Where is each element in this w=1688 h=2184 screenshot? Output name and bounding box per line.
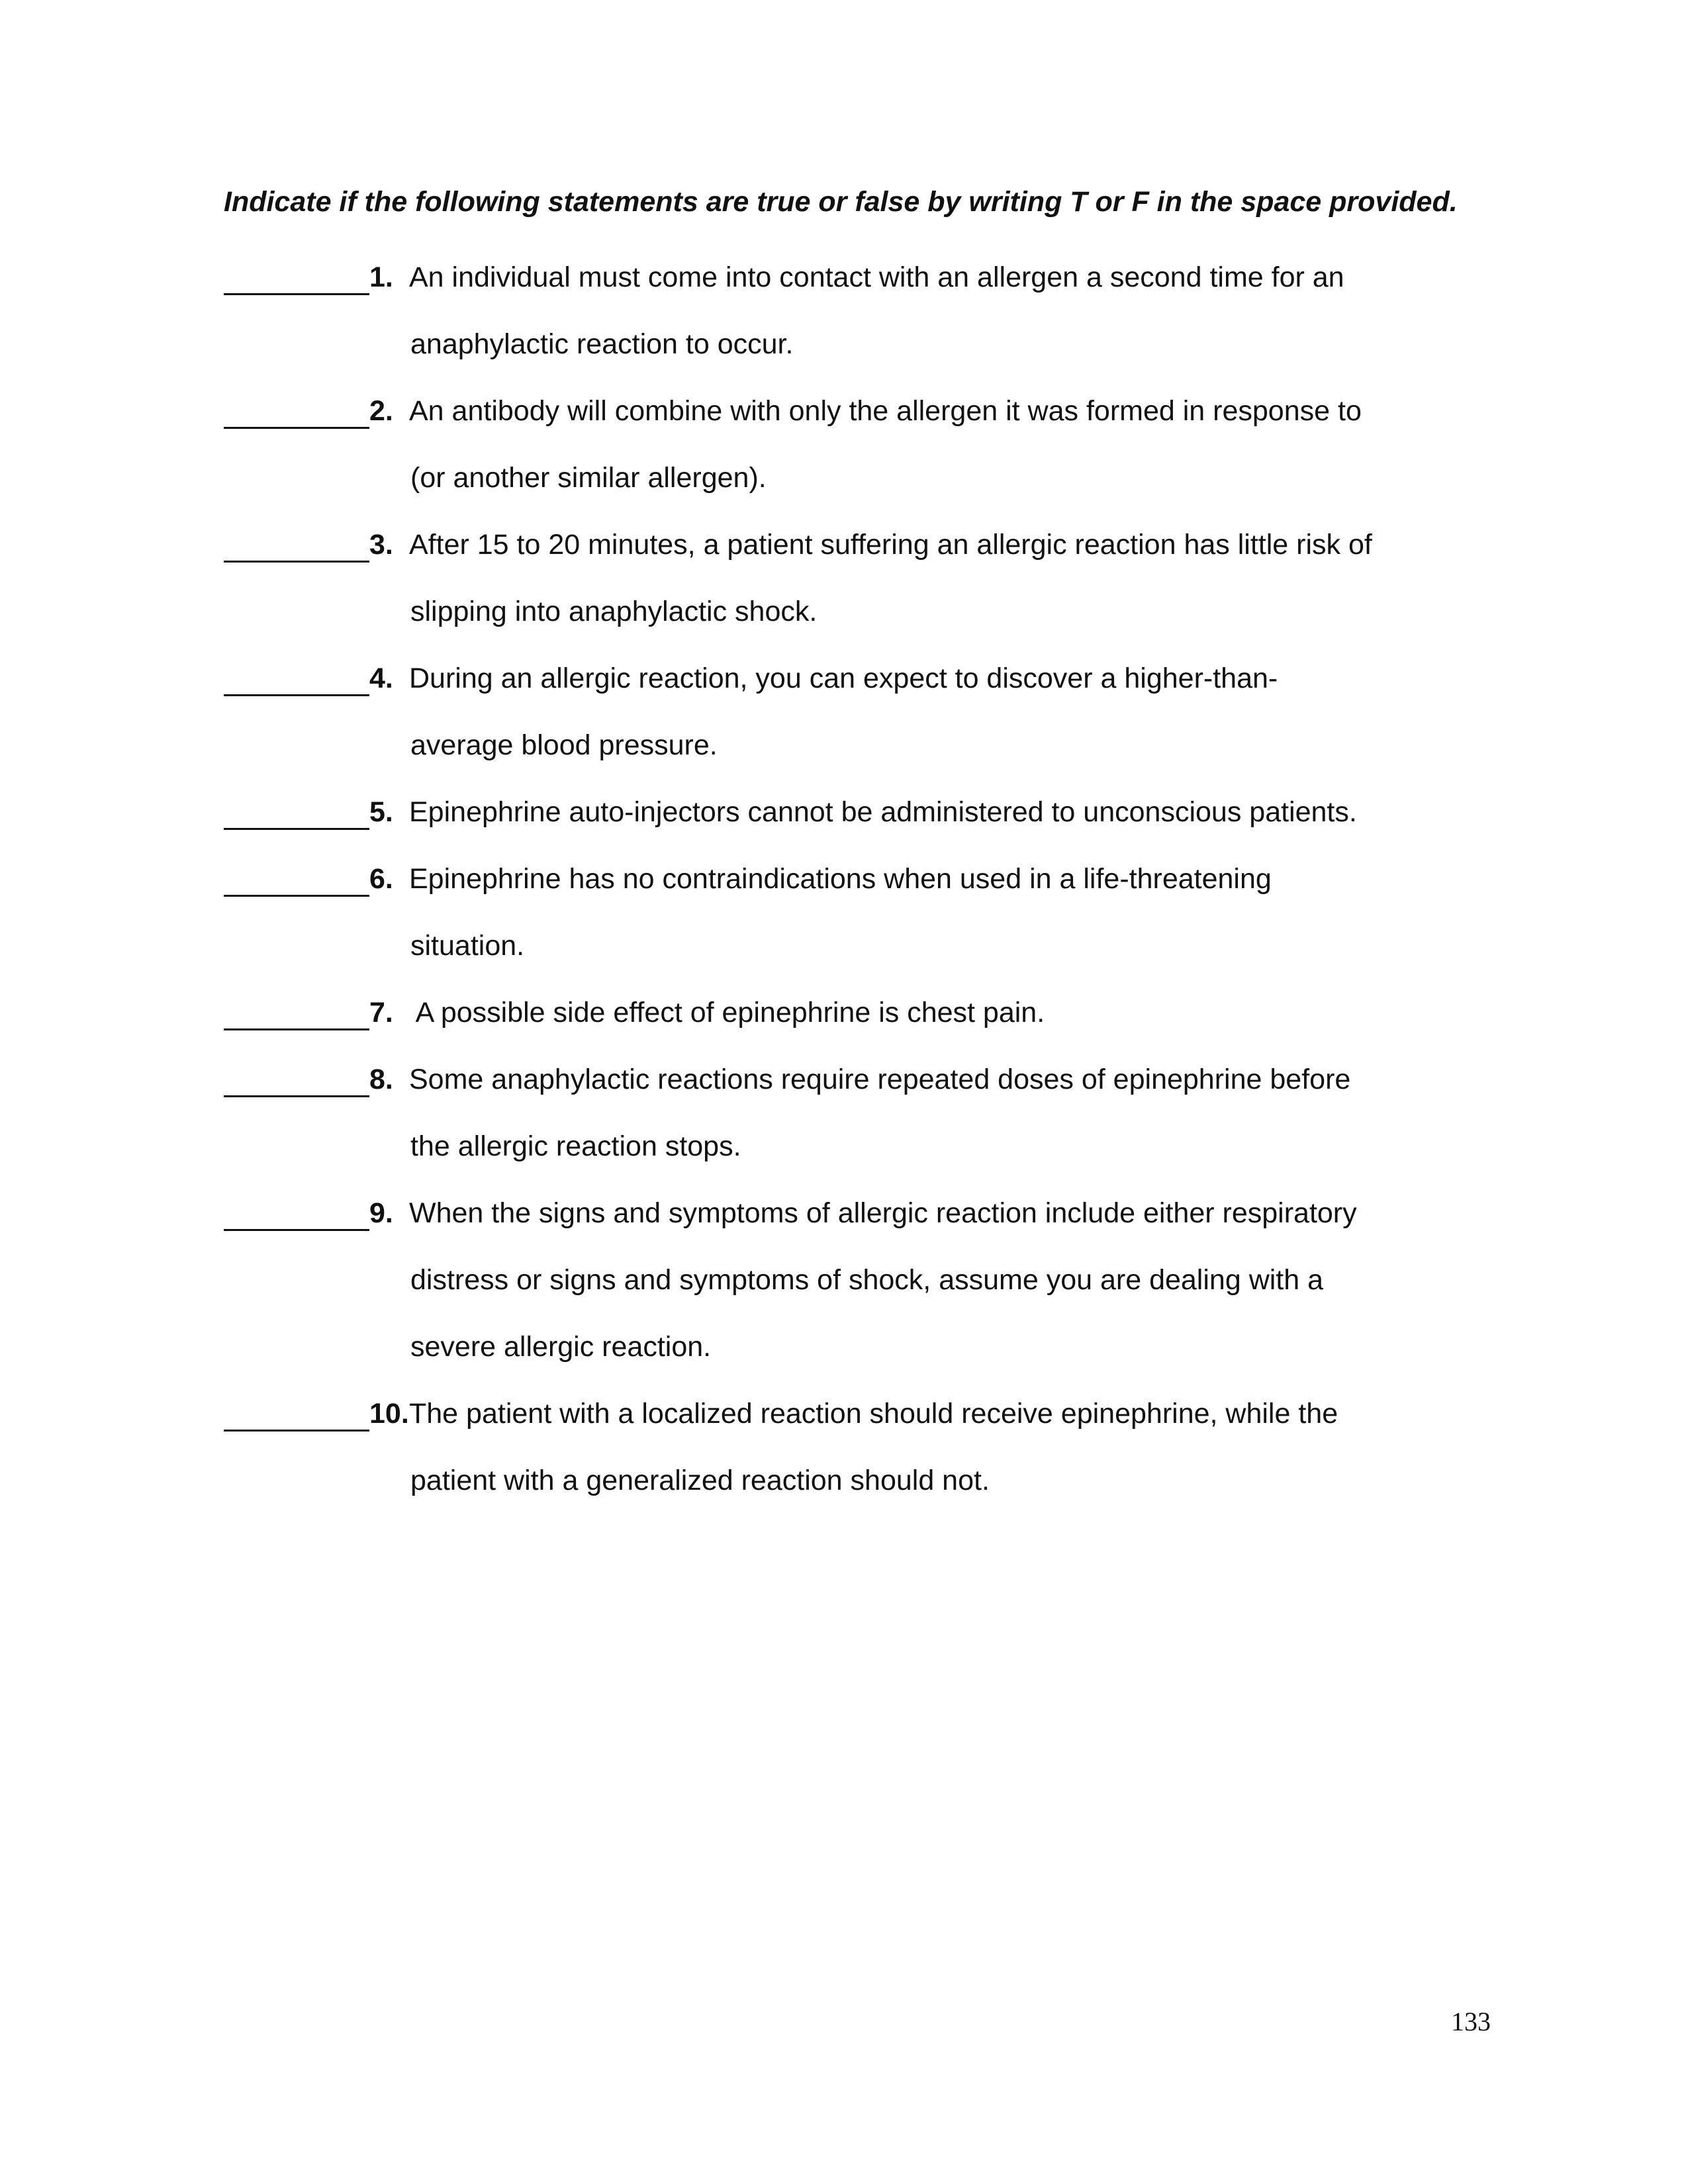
answer-blank-2[interactable] [224, 378, 369, 445]
answer-blank-9[interactable] [224, 1180, 369, 1247]
question-text: The patient with a localized reaction should receive epinephrine, while the [409, 1398, 1338, 1430]
question-text: During an allergic reaction, you can expect to discover a higher-than- [409, 662, 1278, 694]
question-text-continued: patient with a generalized reaction should not. [410, 1465, 990, 1496]
question-item [224, 1046, 1481, 1180]
question-list [224, 244, 1481, 1514]
answer-blank-6[interactable] [224, 846, 369, 913]
question-number: 5. [369, 796, 393, 828]
question-text-continued: situation. [410, 930, 525, 962]
question-number: 9. [369, 1197, 393, 1229]
answer-blank-4[interactable] [224, 645, 369, 712]
question-number: 4. [369, 662, 393, 694]
question-text: Epinephrine has no contraindications when used in a life-threatening [409, 863, 1272, 895]
question-text: Some anaphylactic reactions require repeated doses of epinephrine before [409, 1064, 1351, 1095]
question-item [224, 1381, 1481, 1514]
answer-blank-5[interactable] [224, 779, 369, 846]
question-item [224, 645, 1481, 779]
question-item [224, 979, 1481, 1046]
question-number: 8. [369, 1064, 393, 1095]
question-text-continued: distress or signs and symptoms of shock, assume you are dealing with a [410, 1264, 1324, 1296]
question-number: 10. [369, 1398, 409, 1430]
question-text-continued: anaphylactic reaction to occur. [410, 328, 794, 360]
question-text: A possible side effect of epinephrine is chest pain. [409, 997, 1045, 1028]
question-item [224, 512, 1481, 645]
answer-blank-7[interactable] [224, 979, 369, 1046]
question-text-continued: (or another similar allergen). [410, 462, 767, 494]
answer-blank-3[interactable] [224, 512, 369, 578]
question-text-continued: the allergic reaction stops. [410, 1130, 741, 1162]
question-text-continued: slipping into anaphylactic shock. [410, 596, 818, 627]
question-number: 1. [369, 261, 393, 293]
page-number: 133 [1451, 2007, 1491, 2036]
question-number: 6. [369, 863, 393, 895]
question-item [224, 779, 1481, 846]
question-number: 7. [369, 997, 393, 1028]
question-text-continued: average blood pressure. [410, 729, 718, 761]
question-text: An individual must come into contact with an allergen a second time for an [409, 261, 1344, 293]
question-text: When the signs and symptoms of allergic reaction include either respiratory [409, 1197, 1357, 1229]
question-text: After 15 to 20 minutes, a patient suffering an allergic reaction has little risk of [409, 529, 1372, 561]
question-number: 3. [369, 529, 393, 561]
question-item [224, 244, 1481, 378]
question-number: 2. [369, 395, 393, 427]
instructions-heading: Indicate if the following statements are true or false by writing T or F in the space provided. [224, 186, 1458, 218]
question-item [224, 846, 1481, 979]
question-item [224, 1180, 1481, 1381]
answer-blank-1[interactable] [224, 244, 369, 311]
answer-blank-8[interactable] [224, 1046, 369, 1113]
answer-blank-10[interactable] [224, 1381, 369, 1447]
question-text: Epinephrine auto-injectors cannot be administered to unconscious patients. [409, 796, 1357, 828]
question-item [224, 378, 1481, 512]
question-text: An antibody will combine with only the allergen it was formed in response to [409, 395, 1362, 427]
question-text-continued: severe allergic reaction. [410, 1331, 712, 1363]
